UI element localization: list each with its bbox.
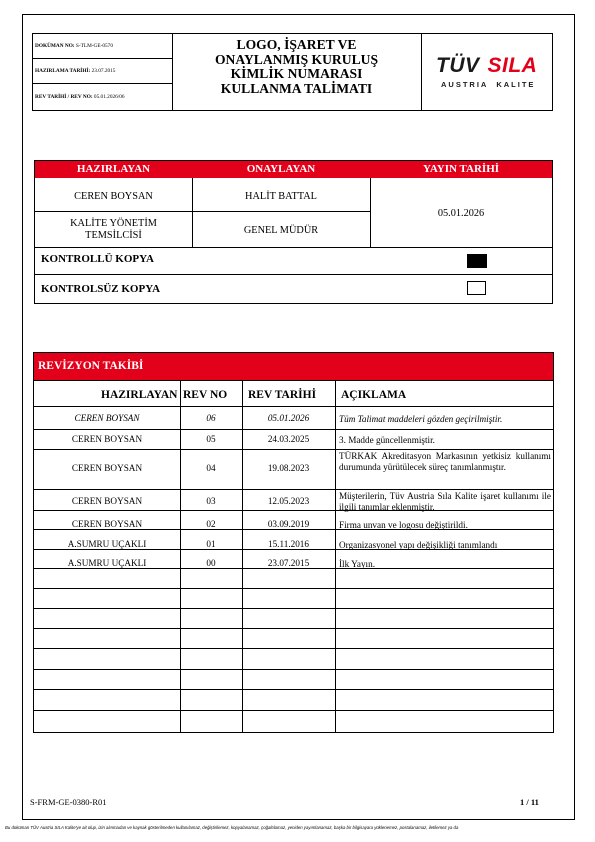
rev-row-date: 19.08.2023 (267, 463, 310, 473)
logo-kalite: KALITE (496, 80, 536, 89)
approver-role: GENEL MÜDÜR (243, 225, 319, 236)
preparer-role-line: KALİTE YÖNETİM (70, 218, 157, 229)
logo-sila: SILA (487, 54, 538, 77)
rev-header-description: AÇIKLAMA (341, 389, 407, 401)
grid-row-line (34, 449, 553, 450)
page-number: 1 / 11 (520, 797, 539, 807)
divider (192, 178, 193, 247)
rev-row-desc: TÜRKAK Akreditasyon Markasının yetkisiz kullanımı durumunda yürütülecek süreç tanımlanmıştır. (339, 451, 551, 472)
company-logo (422, 34, 552, 110)
rev-row-date: 05.01.2026 (267, 413, 310, 423)
title-line: ONAYLANMIŞ KURULUŞ (214, 51, 379, 67)
rev-row-no: 00 (206, 558, 216, 568)
rev-row-name: CEREN BOYSAN (71, 496, 143, 506)
rev-row-no: 05 (206, 434, 216, 444)
preparer-name: CEREN BOYSAN (74, 191, 153, 202)
rev-header-rev-no: REV NO (183, 389, 228, 401)
rev-row-desc: Tüm Talimat maddeleri gözden geçirilmiştir. (339, 414, 503, 424)
logo-austria: AUSTRIA (441, 80, 489, 89)
rev-row-no: 06 (206, 413, 216, 423)
rev-row-desc: İlk Yayın. (339, 559, 375, 569)
rev-row-name: CEREN BOYSAN (71, 519, 143, 529)
rev-label: REV TARİHİ / REV NO: (35, 94, 93, 100)
logo-wordmark (436, 54, 537, 78)
rev-row-date: 15.11.2016 (267, 539, 309, 549)
approver-name: HALİT BATTAL (245, 191, 317, 202)
logo-subtitle (441, 80, 535, 89)
uncontrolled-copy-label: KONTROLSÜZ KOPYA (41, 283, 161, 295)
rev-row-date: 12.05.2023 (267, 496, 310, 506)
rev-row-date: 24.03.2025 (267, 434, 310, 444)
grid-row-line (34, 648, 553, 649)
rev-row-desc: 3. Madde güncellenmiştir. (339, 435, 435, 445)
grid-row-line (34, 429, 553, 430)
divider (35, 274, 552, 275)
rev-row-name: A.SUMRU UÇAKLI (67, 558, 147, 568)
rev-row-desc: Müşterilerin, Tüv Austria Sıla Kalite işaret kullanımı ile ilgili tanımlar eklenmiştir. (339, 491, 551, 512)
rev-row-desc: Organizasyonel yapı değişikliği tanımlandı (339, 540, 498, 550)
title-line: LOGO, İŞARET VE (236, 37, 357, 52)
col-header-approver: ONAYLAYAN (246, 163, 316, 175)
doc-no-row (33, 34, 172, 59)
grid-column-line (180, 380, 181, 732)
document-header (32, 33, 553, 111)
revision-table (33, 352, 554, 733)
col-header-preparer: HAZIRLAYAN (76, 163, 151, 175)
rev-row-date: 03.09.2019 (267, 519, 310, 529)
grid-row-line (34, 406, 553, 407)
doc-no-label: DOKÜMAN NO: (35, 43, 75, 49)
rev-row-name: CEREN BOYSAN (74, 413, 140, 423)
grid-row-line (34, 669, 553, 670)
rev-row-no: 02 (206, 519, 216, 529)
grid-column-line (335, 380, 336, 732)
grid-row-line (34, 628, 553, 629)
rev-row (33, 84, 172, 110)
rev-row-desc: Firma unvan ve logosu değiştirildi. (339, 520, 468, 530)
prep-date-value: 23.07.2015 (91, 68, 116, 74)
rev-header-date: REV TARİHİ (248, 389, 317, 401)
controlled-copy-label: KONTROLLÜ KOPYA (41, 253, 154, 265)
rev-row-name: CEREN BOYSAN (71, 463, 143, 473)
revision-title: REVİZYON TAKİBİ (34, 353, 553, 380)
rev-header-preparer: HAZIRLAYAN (101, 389, 178, 401)
divider (35, 211, 370, 212)
grid-row-line (34, 380, 553, 381)
rev-row-no: 01 (206, 539, 216, 549)
grid-row-line (34, 489, 553, 490)
approval-header-bar (35, 161, 552, 178)
approval-table (34, 160, 553, 304)
uncontrolled-copy-checkbox[interactable] (467, 281, 486, 295)
disclaimer-text: Bu doküman TÜV Austria SILA Kalite'ye ait olup, izin alınmadan ve kaynak gösterilmeden kullanılamaz, değiştirilemez, kopyalanamaz, çoğaltılamaz, yeniden yayımlanamaz, başka bir bilgisayara yüklenemez, postalanamaz, iletilemez ya da (5, 825, 459, 830)
controlled-copy-checkbox[interactable] (467, 254, 487, 268)
grid-column-line (242, 380, 243, 732)
preparer-role-line: TEMSİLCİSİ (85, 230, 142, 241)
rev-row-no: 03 (206, 496, 216, 506)
col-header-publish-date: YAYIN TARİHİ (422, 163, 500, 175)
publish-date: 05.01.2026 (437, 208, 485, 219)
doc-no-value: S-TLM-GE-0570 (75, 43, 113, 49)
document-meta (33, 34, 173, 110)
grid-row-line (34, 588, 553, 589)
divider (35, 247, 552, 248)
form-code: S-FRM-GE-0380-R01 (30, 797, 107, 807)
grid-row-line (34, 689, 553, 690)
grid-row-line (34, 710, 553, 711)
rev-row-name: A.SUMRU UÇAKLI (67, 539, 147, 549)
rev-value: 05.01.2026/06 (93, 94, 125, 100)
rev-row-no: 04 (206, 463, 216, 473)
grid-row-line (34, 608, 553, 609)
rev-row-name: CEREN BOYSAN (71, 434, 143, 444)
prep-date-row (33, 59, 172, 84)
title-line: KİMLİK NUMARASI (230, 66, 363, 82)
title-line: KULLANMA TALİMATI (220, 80, 373, 96)
preparer-role (35, 218, 192, 242)
logo-tuv: TÜV (436, 54, 480, 77)
prep-date-label: HAZIRLAMA TARİHİ: (35, 68, 91, 74)
rev-row-date: 23.07.2015 (267, 558, 310, 568)
document-title (172, 34, 422, 110)
